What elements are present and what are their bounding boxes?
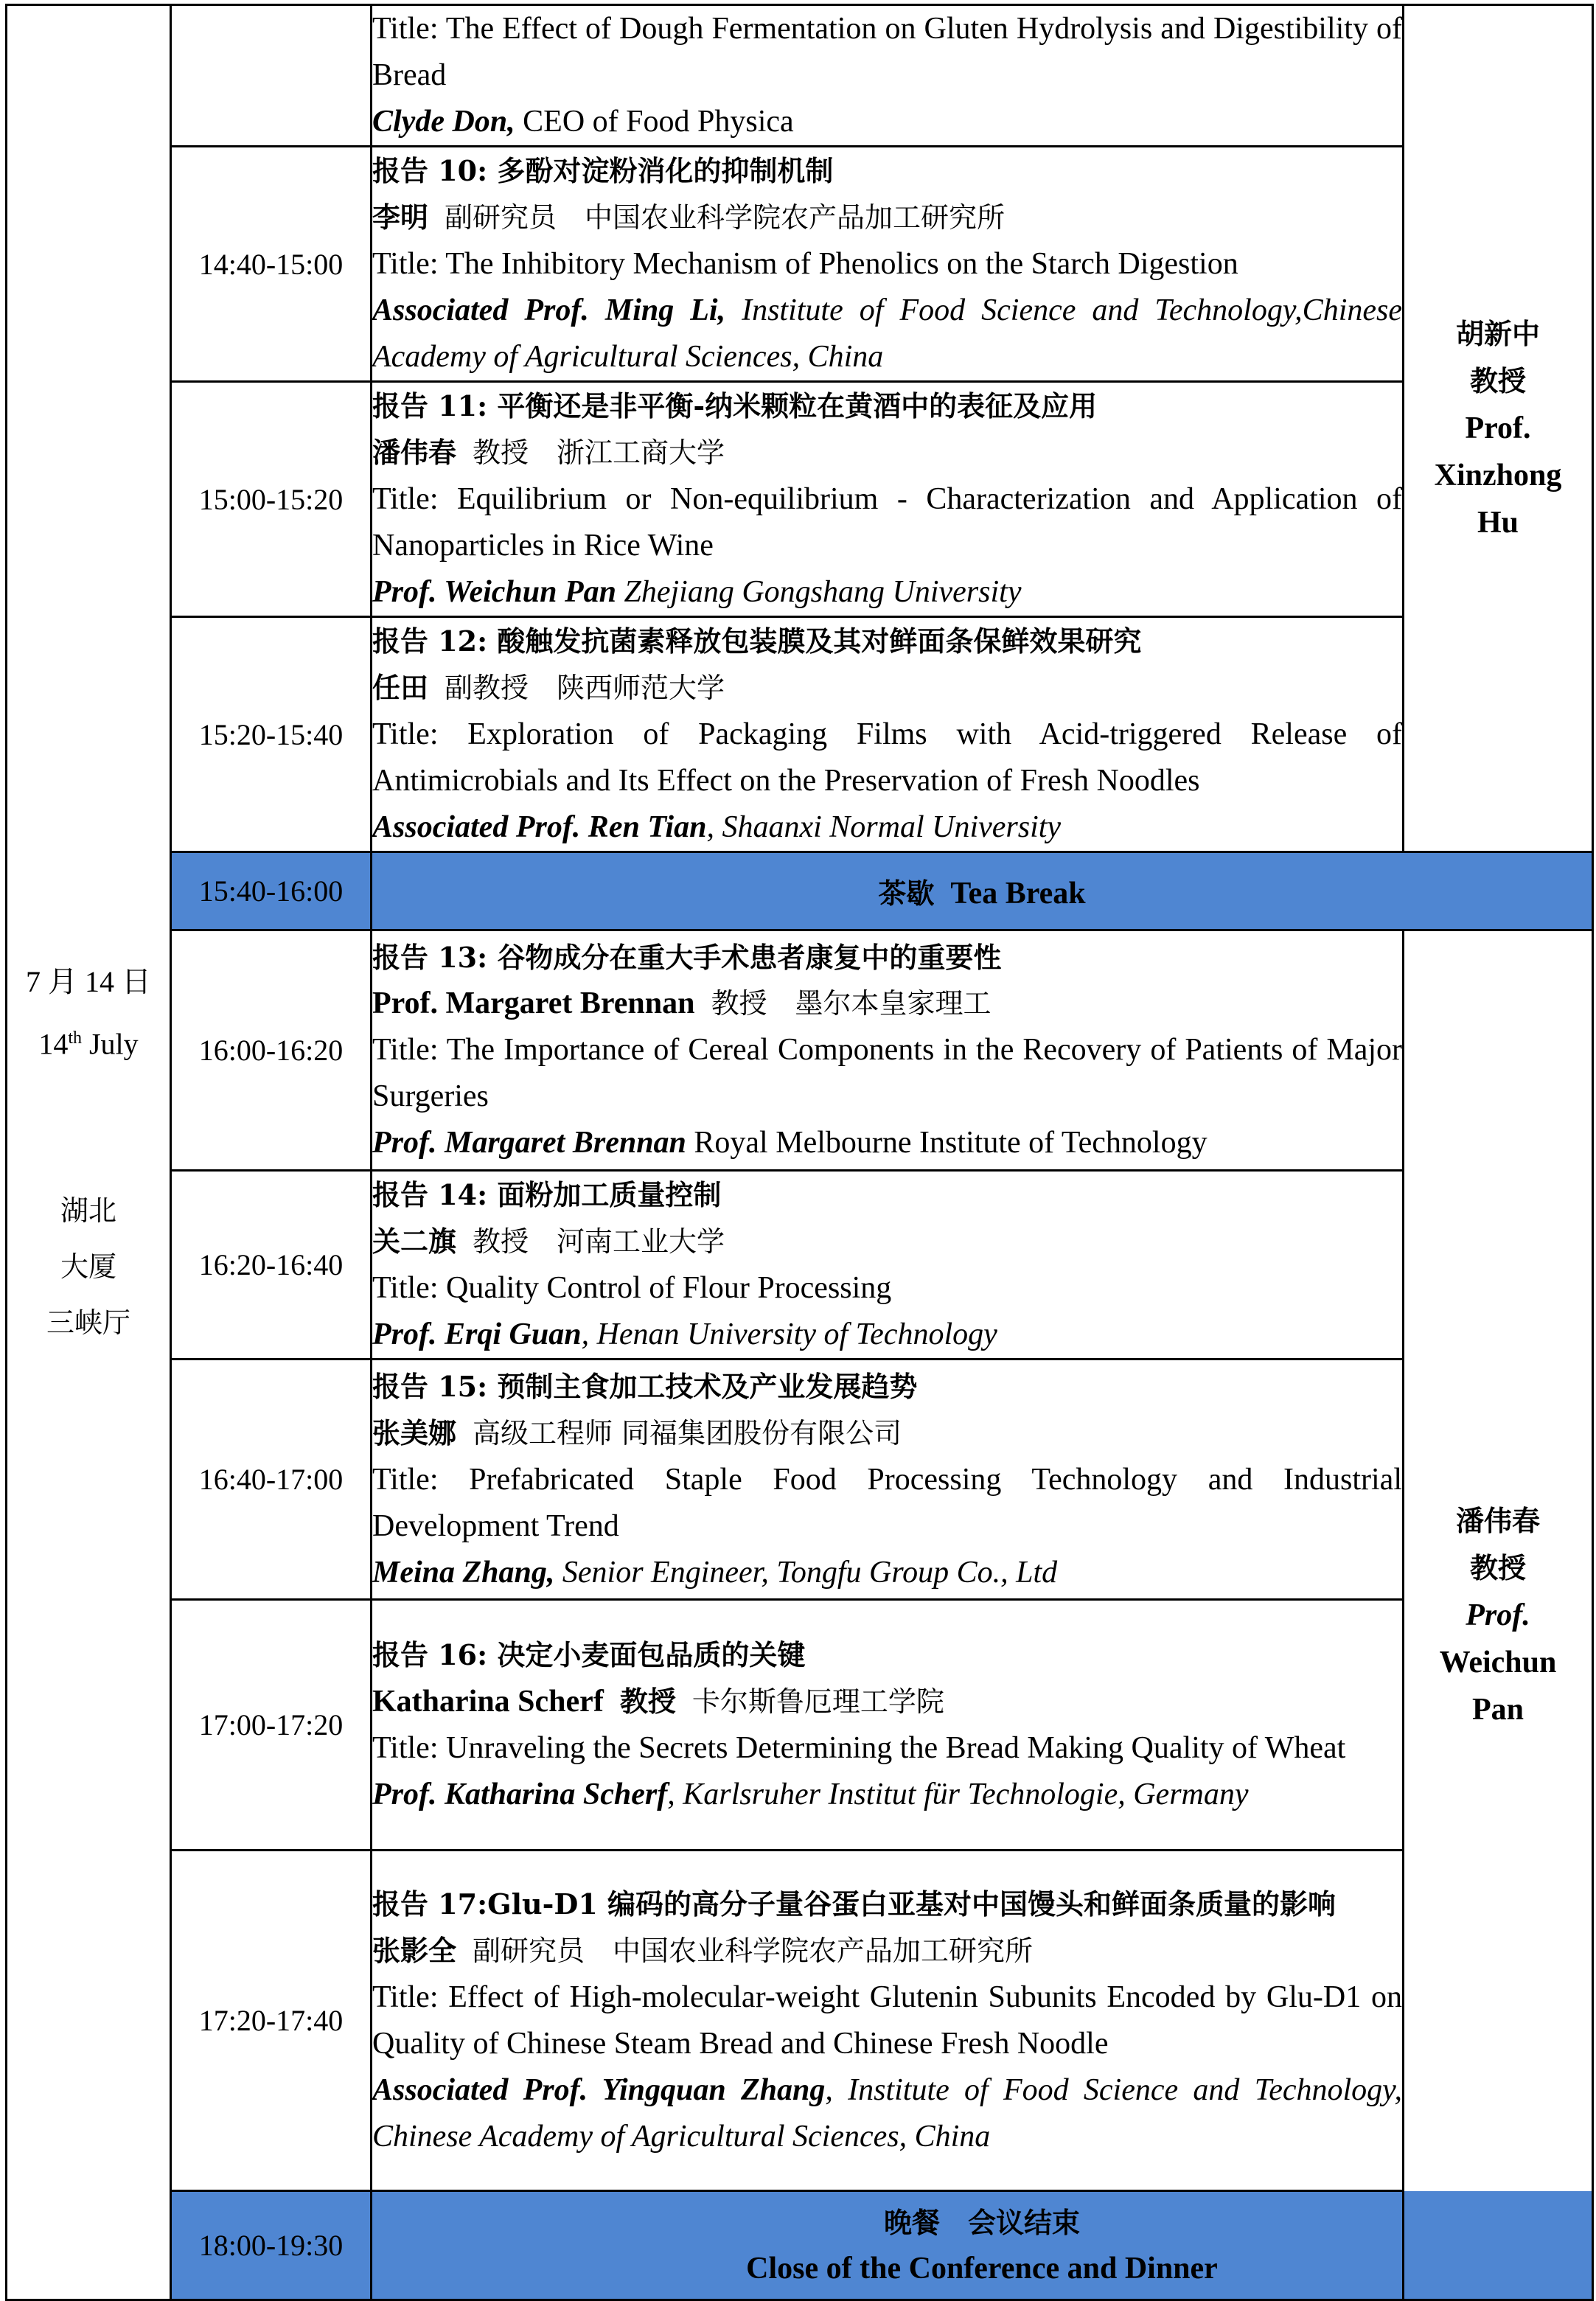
- talk-heading: 报告 12: 酸触发抗菌素释放包装膜及其对鲜面条保鲜效果研究: [372, 624, 1142, 658]
- talk-title: Title: Equilibrium or Non-equilibrium - Characterization and Application of Nanoparticles in Rice Wine: [372, 482, 1402, 563]
- talk-time: 16:40-17:00: [171, 1360, 372, 1600]
- talk-row: [7, 617, 1593, 852]
- talk-content: [372, 1600, 1404, 1851]
- talk-title: Title: Unraveling the Secrets Determining the Bread Making Quality of Wheat: [372, 1731, 1346, 1765]
- talk-title: Title: The Effect of Dough Fermentation on Gluten Hydrolysis and Digestibility of Bread: [372, 12, 1402, 92]
- closing-label: 晚餐 会议结束 Close of the Conference and Dinner: [372, 2191, 1593, 2300]
- date-venue-cell: [7, 5, 171, 2300]
- talk-speaker: Prof. Weichun Pan Zhejiang Gongshang University: [372, 575, 1022, 609]
- talk-time: 15:00-15:20: [171, 382, 372, 617]
- talk-row: [7, 1360, 1593, 1600]
- venue-line: 湖北: [60, 1194, 116, 1228]
- closing-row: [7, 2191, 1593, 2300]
- talk-title: Title: Exploration of Packaging Films with Acid-triggered Release of Antimicrobials and Its Effect on the Preservation of Fresh Noodles: [372, 717, 1402, 798]
- talk-zh-speaker: 张美娜 高级工程师 同福集团股份有限公司: [372, 1416, 902, 1449]
- talk-row: [7, 147, 1593, 382]
- talk-time: 17:00-17:20: [171, 1600, 372, 1851]
- talk-row: [7, 1600, 1593, 1851]
- talk-content: [372, 382, 1404, 617]
- venue-line: 大厦: [60, 1250, 116, 1284]
- talk-zh-speaker: 潘伟春 教授 浙江工商大学: [372, 436, 725, 469]
- talk-title: Title: The Importance of Cereal Components in the Recovery of Patients of Major Surgeries: [372, 1033, 1402, 1113]
- talk-heading: 报告 16: 决定小麦面包品质的关键: [372, 1638, 806, 1671]
- talk-time: 16:00-16:20: [171, 930, 372, 1171]
- closing-time: 18:00-19:30: [171, 2191, 372, 2300]
- talk-zh-speaker: 张影全 副研究员 中国农业科学院农产品加工研究所: [372, 1934, 1034, 1967]
- talk-time: 16:20-16:40: [171, 1171, 372, 1360]
- tea-break-row: [7, 852, 1593, 930]
- talk-content: [372, 617, 1404, 852]
- talk-time: 17:20-17:40: [171, 1851, 372, 2191]
- talk-speaker: Associated Prof. Ming Li, Institute of Food Science and Technology,Chinese Academy of Agricultural Sciences, China: [372, 293, 1402, 374]
- talk-time: 14:40-15:00: [171, 147, 372, 382]
- talk-title: Title: Prefabricated Staple Food Processing Technology and Industrial Development Trend: [372, 1462, 1402, 1543]
- talk-zh-speaker: 任田 副教授 陕西师范大学: [372, 671, 725, 704]
- tea-break-label: 茶歇 Tea Break: [372, 852, 1593, 930]
- date-zh: 7 月 14 日: [26, 964, 151, 998]
- talk-content: [372, 1851, 1404, 2191]
- talk-row: [7, 930, 1593, 1171]
- talk-content: [372, 930, 1404, 1171]
- talk-zh-speaker: 关二旗 教授 河南工业大学: [372, 1225, 725, 1258]
- venue-line: 三峡厅: [46, 1306, 130, 1340]
- talk-content: [372, 5, 1404, 147]
- talk-row: [7, 382, 1593, 617]
- talk-title: Title: Effect of High-molecular-weight Glutenin Subunits Encoded by Glu-D1 on Quality of Chinese Steam Bread and Chinese Fresh Noodle: [372, 1980, 1402, 2061]
- talk-heading: 报告 13: 谷物成分在重大手术患者康复中的重要性: [372, 941, 1002, 974]
- talk-row: [7, 1851, 1593, 2191]
- talk-row: [7, 5, 1593, 147]
- talk-time: [171, 5, 372, 147]
- talk-heading: 报告 10: 多酚对淀粉消化的抑制机制: [372, 154, 834, 187]
- schedule-table: [5, 4, 1594, 2301]
- talk-heading: 报告 17:Glu-D1 编码的高分子量谷蛋白亚基对中国馒头和鲜面条质量的影响: [372, 1887, 1337, 1921]
- talk-speaker: Prof. Margaret Brennan Royal Melbourne Institute of Technology: [372, 1126, 1208, 1160]
- talk-content: [372, 1171, 1404, 1360]
- talk-speaker: Prof. Erqi Guan, Henan University of Technology: [372, 1317, 997, 1351]
- talk-en-speaker: Prof. Margaret Brennan 教授 墨尔本皇家理工: [372, 986, 992, 1020]
- break-time: 15:40-16:00: [171, 852, 372, 930]
- talk-row: [7, 1171, 1593, 1360]
- talk-zh-speaker: 李明 副研究员 中国农业科学院农产品加工研究所: [372, 201, 1006, 234]
- session-chair: 胡新中 教授 Prof. Xinzhong Hu: [1404, 5, 1593, 852]
- talk-title: Title: The Inhibitory Mechanism of Phenolics on the Starch Digestion: [372, 247, 1238, 281]
- talk-en-speaker: Katharina Scherf 教授 卡尔斯鲁厄理工学院: [372, 1685, 944, 1719]
- talk-heading: 报告 14: 面粉加工质量控制: [372, 1178, 722, 1211]
- talk-content: [372, 147, 1404, 382]
- date-en: 14th July: [38, 1027, 139, 1061]
- talk-speaker: Associated Prof. Ren Tian, Shaanxi Normal University: [372, 810, 1062, 844]
- talk-heading: 报告 11: 平衡还是非平衡-纳米颗粒在黄酒中的表征及应用: [372, 389, 1098, 422]
- talk-speaker: Clyde Don, CEO of Food Physica: [372, 105, 794, 139]
- talk-speaker: Associated Prof. Yingquan Zhang, Institute of Food Science and Technology, Chinese Academy of Agricultural Sciences, China: [372, 2073, 1402, 2154]
- session-chair: 潘伟春 教授 Prof. Weichun Pan: [1404, 930, 1593, 2300]
- talk-heading: 报告 15: 预制主食加工技术及产业发展趋势: [372, 1369, 918, 1403]
- talk-time: 15:20-15:40: [171, 617, 372, 852]
- talk-title: Title: Quality Control of Flour Processing: [372, 1271, 892, 1305]
- talk-speaker: Meina Zhang, Senior Engineer, Tongfu Group Co., Ltd: [372, 1555, 1058, 1590]
- talk-content: [372, 1360, 1404, 1600]
- talk-speaker: Prof. Katharina Scherf, Karlsruher Institut für Technologie, Germany: [372, 1778, 1249, 1811]
